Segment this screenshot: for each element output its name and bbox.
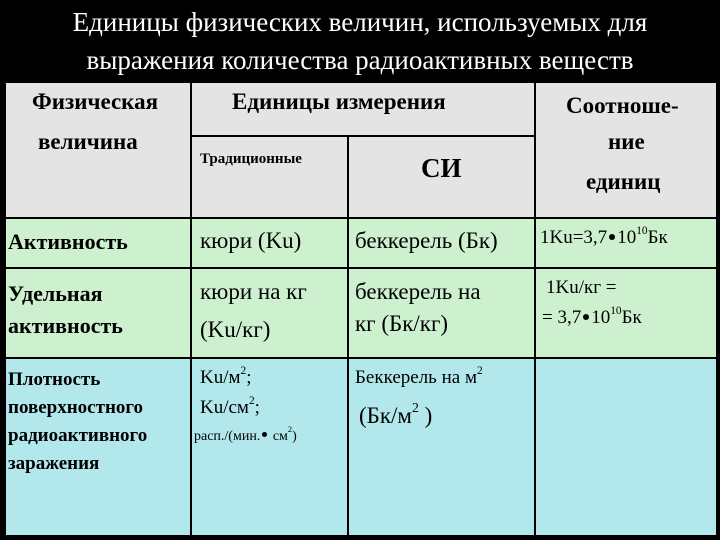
- header-traditional-label: Традиционные: [200, 151, 302, 167]
- row-density-traditional: [191, 358, 348, 536]
- quantity-line-1: Удельная: [8, 281, 103, 306]
- unit-exponent: 2: [476, 364, 483, 377]
- quantity-line-1: Плотность: [8, 369, 101, 390]
- row-activity-traditional: [191, 218, 348, 268]
- traditional-line-1: [200, 364, 252, 389]
- unit-exponent: 2: [287, 425, 293, 435]
- row-specific-ratio: [535, 268, 717, 358]
- ratio-formula: [540, 224, 668, 249]
- title-line-2: выражения количества радиоактивных веществ: [86, 45, 634, 75]
- traditional-unit: кюри (Ku): [200, 228, 302, 253]
- header-ratio-cell: [535, 82, 717, 218]
- unit-base: Беккерель на м: [355, 367, 477, 388]
- unit-exponent: 2: [412, 400, 419, 416]
- ratio-part-a: 1Ku=3,7: [540, 227, 608, 248]
- ratio-exponent: 10: [610, 304, 622, 317]
- header-si-label: СИ: [421, 153, 462, 183]
- row-density-ratio: [535, 358, 717, 536]
- ratio-exponent: 10: [636, 224, 648, 237]
- header-units-cell: [191, 82, 535, 136]
- ratio-base: 10: [617, 227, 637, 248]
- row-activity-quantity: [5, 218, 191, 268]
- header-quantity-line-2: величина: [38, 129, 138, 154]
- header-ratio-line-1: Соотноше-: [566, 93, 679, 118]
- multiply-dot-icon: [583, 314, 589, 320]
- unit-tail: ): [292, 429, 297, 444]
- unit-part-a: расп./(мин.: [194, 429, 261, 444]
- ratio-part-b: Бк: [621, 307, 642, 328]
- unit-exponent: 2: [240, 364, 247, 377]
- traditional-line-3: [194, 425, 297, 445]
- quantity-line-2: активность: [8, 313, 123, 338]
- header-quantity-line-1: Физическая: [32, 89, 159, 114]
- si-line-2: кг (Бк/кг): [355, 311, 449, 336]
- header-quantity-cell: [5, 82, 191, 218]
- header-ratio-line-2: ние: [608, 129, 645, 154]
- header-ratio-line-3: единиц: [586, 169, 661, 194]
- unit-base: (Бк/м: [359, 403, 412, 428]
- header-si-cell: [348, 136, 535, 218]
- multiply-dot-icon: [609, 234, 615, 240]
- ratio-line-1: 1Ku/кг =: [546, 277, 617, 298]
- multiply-dot-icon: [262, 432, 267, 437]
- ratio-line-2: [542, 304, 642, 329]
- unit-tail: ): [418, 403, 433, 428]
- row-specific-si: [348, 268, 535, 358]
- traditional-line-2: [200, 394, 260, 419]
- title-line-1: Единицы физических величин, используемых для: [72, 7, 648, 37]
- row-specific-quantity: [5, 268, 191, 358]
- si-line-1: беккерель на: [355, 279, 481, 304]
- unit-base: Ku/см: [200, 397, 249, 418]
- row-density-si: [348, 358, 535, 536]
- unit-tail: ;: [246, 367, 252, 388]
- si-unit: беккерель (Бк): [355, 228, 498, 253]
- traditional-line-2: (Ku/кг): [200, 317, 271, 342]
- quantity-label: Активность: [8, 229, 128, 254]
- si-line-2: [359, 400, 433, 429]
- header-units-label: Единицы измерения: [232, 89, 446, 114]
- row-specific-traditional: [191, 268, 348, 358]
- ratio-part-b: Бк: [647, 227, 668, 248]
- unit-exponent: 2: [248, 394, 255, 407]
- unit-part-b: см: [269, 429, 288, 444]
- quantity-line-2: поверхностного: [8, 397, 144, 418]
- quantity-line-3: радиоактивного: [8, 425, 148, 446]
- ratio-part-a: = 3,7: [542, 307, 582, 328]
- row-activity-si: [348, 218, 535, 268]
- header-traditional-cell: [191, 136, 348, 218]
- traditional-line-1: кюри на кг: [200, 279, 307, 304]
- ratio-base: 10: [591, 307, 611, 328]
- si-line-1: [355, 364, 483, 389]
- unit-base: Ku/м: [200, 367, 241, 388]
- unit-tail: ;: [254, 397, 260, 418]
- slide-title: [0, 0, 720, 82]
- row-activity-ratio: [535, 218, 717, 268]
- quantity-line-4: заражения: [8, 453, 100, 474]
- row-density-quantity: [5, 358, 191, 536]
